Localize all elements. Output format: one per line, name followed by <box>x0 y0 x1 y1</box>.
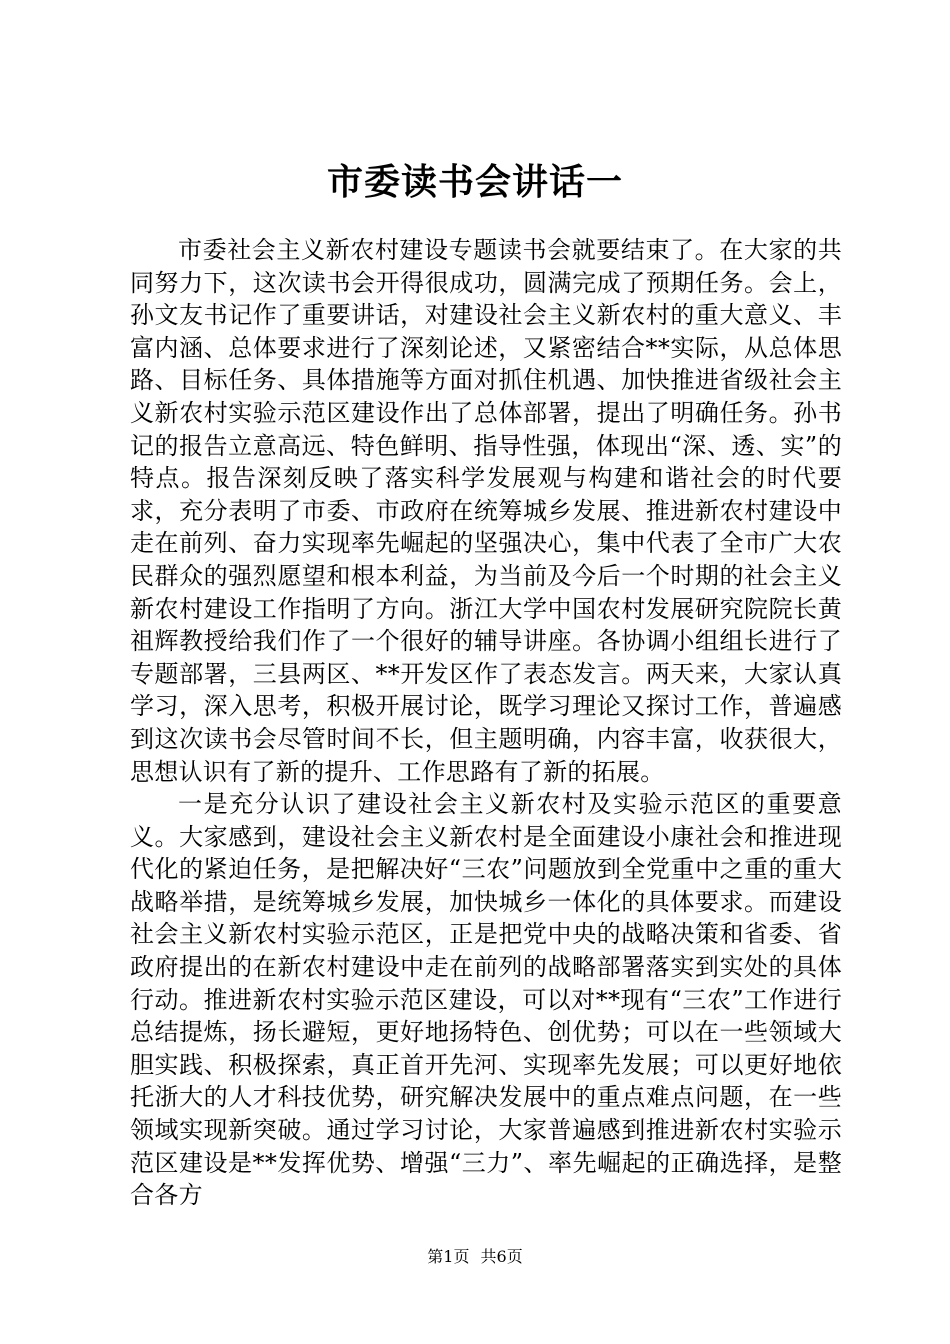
document-title: 市委读书会讲话一 <box>326 161 623 203</box>
page-footer <box>0 1247 950 1267</box>
document-body <box>130 234 842 1212</box>
page-total: 共6页 <box>480 1247 523 1266</box>
page-number: 第1页 <box>427 1247 470 1266</box>
paragraph-2: 一是充分认识了建设社会主义新农村及实验示范区的重要意义。大家感到，建设社会主义新农村是全面建设小康社会和推进现代化的紧迫任务，是把解决好“三农”问题放到全党重中之重的重大战略举措，是统筹城乡发展，加快城乡一体化的具体要求。而建设社会主义新农村实验示范区，正是把党中央的战略决策和省委、省政府提出的在新农村建设中走在前列的战略部署落实到实处的具体行动。推进新农村实验示范区建设，可以对**现有“三农”工作进行总结提炼，扬长避短，更好地扬特色、创优势；可以在一些领域大胆实践、积极探索，真正首开先河、实现率先发展；可以更好地依托浙大的人才科技优势，研究解决发展中的重点难点问题，在一些领域实现新突破。通过学习讨论，大家普遍感到推进新农村实验示范区建设是**发挥优势、增强“三力”、率先崛起的正确选择，是整合各方 <box>130 790 842 1210</box>
paragraph-1: 市委社会主义新农村建设专题读书会就要结束了。在大家的共同努力下，这次读书会开得很成功，圆满完成了预期任务。会上，孙文友书记作了重要讲话，对建设社会主义新农村的重大意义、丰富内涵、总体要求进行了深刻论述，又紧密结合**实际，从总体思路、目标任务、具体措施等方面对抓住机遇、加快推进省级社会主义新农村实验示范区建设作出了总体部署，提出了明确任务。孙书记的报告立意高远、特色鲜明、指导性强，体现出“深、透、实”的特点。报告深刻反映了落实科学发展观与构建和谐社会的时代要求，充分表明了市委、市政府在统筹城乡发展、推进新农村建设中走在前列、奋力实现率先崛起的坚强决心，集中代表了全市广大农民群众的强烈愿望和根本利益，为当前及今后一个时期的社会主义新农村建设工作指明了方向。浙江大学中国农村发展研究院院长黄祖辉教授给我们作了一个很好的辅导讲座。各协调小组组长进行了专题部署，三县两区、**开发区作了表态发言。两天来，大家认真学习，深入思考，积极开展讨论，既学习理论又探讨工作，普遍感到这次读书会尽管时间不长，但主题明确，内容丰富，收获很大，思想认识有了新的提升、工作思路有了新的拓展。 <box>130 236 842 786</box>
